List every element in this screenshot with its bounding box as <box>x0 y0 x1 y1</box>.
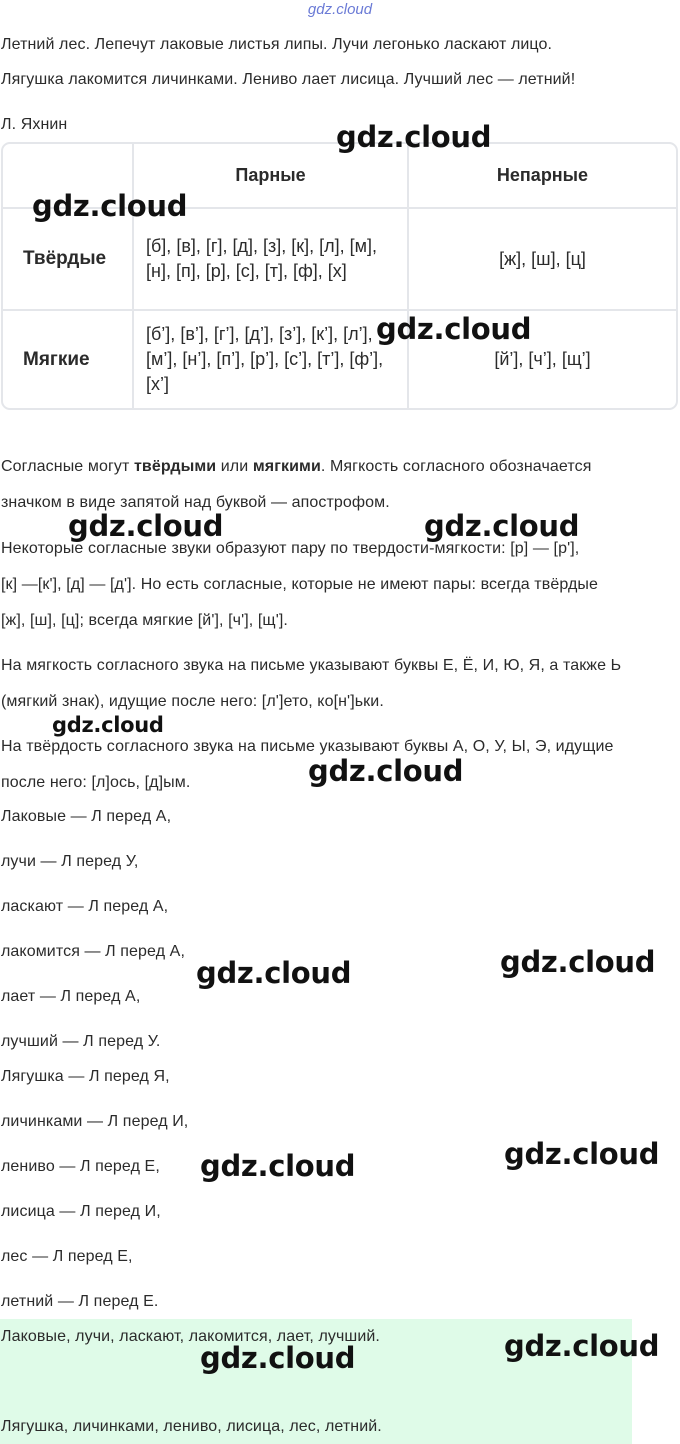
list-item: летний — Л перед Е. <box>1 1293 159 1310</box>
answer-hard-words: Лаковые, лучи, ласкают, лакомится, лает, лучший. <box>1 1328 380 1345</box>
list-item: лес — Л перед Е, <box>1 1248 133 1265</box>
watermark: gdz.cloud <box>200 1149 356 1183</box>
table-cell-hard-unpaired: [ж], [ш], [ц] <box>408 208 676 310</box>
watermark: gdz.cloud <box>68 509 224 543</box>
watermark: gdz.cloud <box>336 120 492 154</box>
watermark: gdz.cloud <box>504 1137 660 1171</box>
list-item: лучший — Л перед У. <box>1 1033 161 1050</box>
list-item: Лаковые — Л перед А, <box>1 808 172 825</box>
watermark: gdz.cloud <box>376 312 532 346</box>
rule-line-2: значком в виде запятой над буквой — апострофом. <box>1 494 390 511</box>
watermark: gdz.cloud <box>500 945 656 979</box>
list-item: ласкают — Л перед А, <box>1 898 169 915</box>
text-paragraph-2: Лягушка лакомится личинками. Лениво лает лисица. Лучший лес — летний! <box>1 71 576 88</box>
rule-line-9: после него: [л]ось, [д]ым. <box>1 774 191 791</box>
watermark: gdz.cloud <box>424 509 580 543</box>
rule-bold-soft: мягкими <box>252 458 321 475</box>
rule-line-7: (мягкий знак), идущие после него: [л']ето, ко[н']ьки. <box>1 693 384 710</box>
rule-line-3: Некоторые согласные звуки образуют пару по твердости-мягкости: [р] — [р'], <box>1 540 580 557</box>
answer-soft-words: Лягушка, личинками, лениво, лисица, лес, летний. <box>1 1418 382 1435</box>
consonants-table <box>1 142 678 410</box>
rule-line-4: [к] —[к'], [д] — [д']. Но есть согласные, которые не имеют пары: всегда твёрдые <box>1 576 599 593</box>
table-cell-soft-paired: [б’], [в’], [г’], [д’], [з’], [к’], [л’], [м’], [н’], [п’], [р’], [с’], [т’], [ф’], [х’] <box>133 310 408 408</box>
table-cell-soft-unpaired: [й’], [ч’], [щ’] <box>408 310 676 408</box>
rule-line-5: [ж], [ш], [ц]; всегда мягкие [й'], [ч'], [щ']. <box>1 612 288 629</box>
table-row-label-soft: Мягкие <box>3 310 133 408</box>
site-logo[interactable]: gdz.cloud <box>307 1 373 18</box>
table-row-label-hard: Твёрдые <box>3 208 133 310</box>
watermark: gdz.cloud <box>308 754 464 788</box>
watermark: gdz.cloud <box>196 956 352 990</box>
rule-line-1: Согласные могут твёрдыми или мягкими. Мягкость согласного обозначается <box>1 458 592 475</box>
list-item: лакомится — Л перед А, <box>1 943 186 960</box>
text-author: Л. Яхнин <box>1 116 68 133</box>
watermark: gdz.cloud <box>200 1341 356 1375</box>
text-paragraph-1: Летний лес. Лепечут лаковые листья липы. Лучи легонько ласкают лицо. <box>1 36 553 53</box>
list-item: лает — Л перед А, <box>1 988 141 1005</box>
list-item: Лягушка — Л перед Я, <box>1 1068 170 1085</box>
rule-line-6: На мягкость согласного звука на письме указывают буквы Е, Ё, И, Ю, Я, а также Ь <box>1 657 622 674</box>
watermark: gdz.cloud <box>52 713 164 737</box>
list-item: личинками — Л перед И, <box>1 1113 189 1130</box>
list-item: лисица — Л перед И, <box>1 1203 161 1220</box>
table-cell-hard-paired: [б], [в], [г], [д], [з], [к], [л], [м], [н], [п], [р], [с], [т], [ф], [х] <box>133 208 408 310</box>
rule-line-8: На твёрдость согласного звука на письме указывают буквы А, О, У, Ы, Э, идущие <box>1 738 614 755</box>
table-header-unpaired: Непарные <box>408 144 676 208</box>
rule-bold-hard: твёрдыми <box>133 458 217 475</box>
table-header-paired: Парные <box>133 144 408 208</box>
watermark: gdz.cloud <box>32 189 188 223</box>
list-item: лениво — Л перед Е, <box>1 1158 160 1175</box>
watermark: gdz.cloud <box>504 1329 660 1363</box>
list-item: лучи — Л перед У, <box>1 853 139 870</box>
